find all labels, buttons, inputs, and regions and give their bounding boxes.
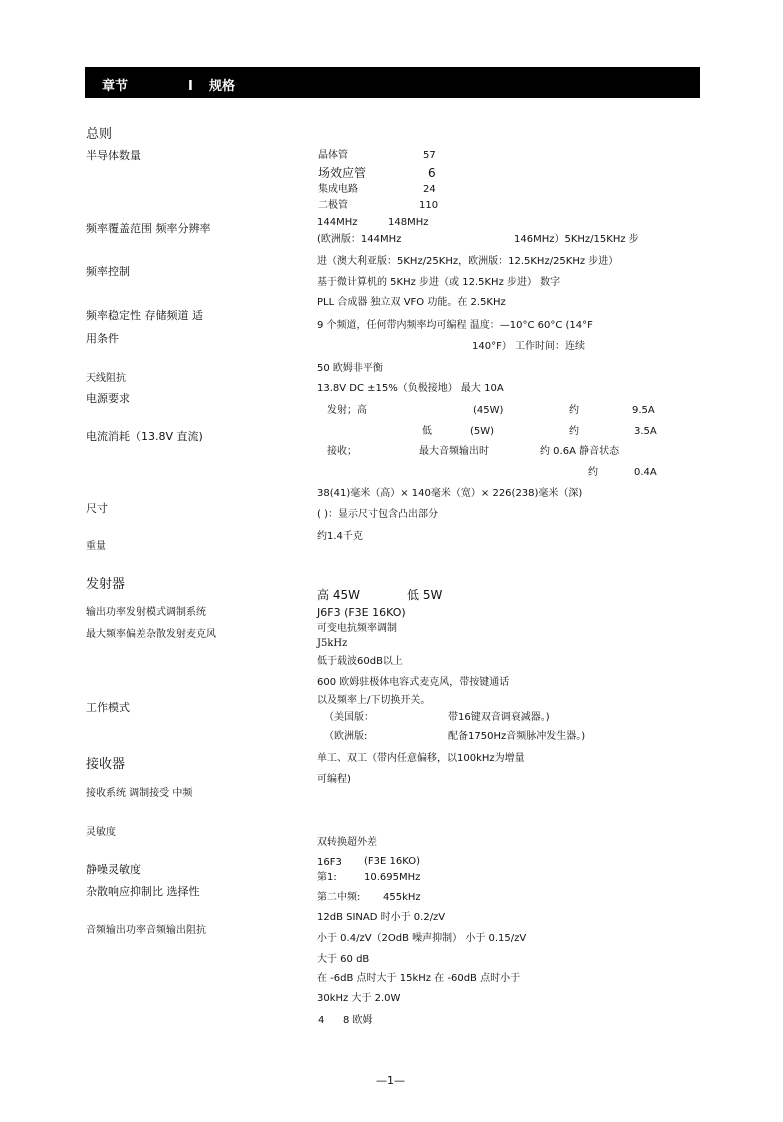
if2-value: 455kHz [383,892,421,903]
label-semiconductors: 半导体数量 [86,149,141,162]
current-approx: 约 [569,426,579,437]
label-use-conditions: 用条件 [86,332,119,345]
label-power-requirement: 电源要求 [86,392,130,405]
semi-name: 晶体管 [318,150,348,161]
label-operating-mode: 工作模式 [86,701,130,714]
spurious-value: 大于 60 dB [317,954,370,965]
op-mode-value: 单工、双工（带内任意偏移，以100kHz为增量 [317,753,525,764]
if2-label: 第二中频: [317,892,361,903]
current-tx-low-watts: (5W) [470,426,495,437]
current-rx-max-amps: 约 0.6A 静音状态 [540,446,620,457]
heading-transmitter: 发射器 [86,577,126,592]
semi-name: 集成电路 [318,184,358,195]
selectivity-audio-value: 30kHz 大于 2.0W [317,993,401,1004]
rx-system-value: 双转换超外差 [317,837,377,848]
freq-eu-low: (欧洲版：144MHz [317,234,402,245]
rx-modulation-b: (F3E 16KO) [364,856,421,867]
current-rx-label: 接收； [327,446,357,457]
channels-temperature: 9 个频道，任何带内频率均可编程 温度：—10°C 60°C (14°F [317,320,593,331]
freq-eu-high-steps: 146MHz）5KHz/15KHz 步 [514,234,639,245]
pll-text: PLL 合成器 独立双 VFO 功能。在 2.5KHz [317,297,506,308]
semi-count: 6 [428,166,436,180]
tx-modulation: 可变电抗频率调制 [317,623,397,634]
semi-count: 110 [419,200,439,211]
mic-description: 600 欧姆驻极体电容式麦克风，带按键通话 [317,677,510,688]
freq-control-text: 基于微计算机的 5KHz 步进（或 12.5KHz 步进） 数字 [317,277,561,288]
if1-value: 10.695MHz [364,872,421,883]
impedance-high: 8 欧姆 [343,1015,373,1026]
label-tx-deviation: 最大频率偏差杂散发射麦克风 [86,629,216,640]
label-antenna-impedance: 天线阻抗 [86,373,126,384]
current-tx-low-amps: 3.5A [634,426,657,437]
freq-range-low: 144MHz [317,217,358,228]
current-tx-high-amps: 9.5A [632,405,655,416]
weight-value: 约1.4千克 [317,531,363,542]
antenna-value: 50 欧姆非平衡 [317,363,383,374]
power-value: 13.8V DC ±15%（负极接地） 最大 10A [317,383,504,394]
current-rx-squelch-amps: 0.4A [634,467,657,478]
label-current-consumption: 电流消耗（13.8V 直流) [86,430,203,443]
chapter-divider: I [188,79,193,94]
page-number: —1— [376,1074,405,1087]
squelch-value: 小于 0.4/zV（2OdB 噪声抑制） 小于 0.15/zV [317,933,527,944]
op-mode-value-cont: 可编程) [317,774,351,785]
current-approx: 约 [569,405,579,416]
label-size: 尺寸 [86,502,108,515]
eu-version-text: 配备1750Hz音频脉冲发生器。) [448,731,586,742]
mic-description-cont: 以及频率上/下切换开关。 [317,695,431,706]
current-tx-low-label: 低 [422,426,432,437]
if1-label: 第1: [317,872,337,883]
sensitivity-value: 12dB SINAD 时小于 0.2/zV [317,912,446,923]
eu-version-label: （欧洲版: [324,731,368,742]
semi-count: 57 [423,150,436,161]
rx-modulation-a: 16F3 [317,857,342,868]
label-squelch-sensitivity: 静噪灵敏度 [86,863,141,876]
semi-name: 场效应管 [318,166,367,180]
label-frequency-control: 频率控制 [86,265,130,278]
semi-count: 24 [423,184,436,195]
chapter-header-bar [85,67,700,98]
freq-steps-versions: 进（澳大利亚版：5KHz/25KHz，欧洲版：12.5KHz/25KHz 步进） [317,256,619,267]
current-tx-label: 发射；高 [327,405,367,416]
label-weight: 重量 [86,541,106,552]
us-version-text: 带16键双音调衰减器。) [448,712,550,723]
tx-power-high: 高 45W [317,588,360,602]
selectivity-value: 在 -6dB 点时大于 15kHz 在 -60dB 点时小于 [317,973,521,984]
label-sensitivity: 灵敏度 [86,827,116,838]
label-spurious-rejection: 杂散响应抑制比 选择性 [86,885,200,898]
label-audio-output: 音频输出功率音频输出阻抗 [86,925,206,936]
tx-spurious: 低于载波60dB以上 [317,656,403,667]
label-rx-system: 接收系统 调制接受 中频 [86,788,193,799]
label-frequency-stability: 频率稳定性 存储频道 适 [86,309,203,322]
section-title: 规格 [209,79,236,94]
tx-max-deviation: J5kHz [317,638,348,649]
current-rx-max-audio: 最大音频输出时 [419,446,489,457]
label-frequency-range: 频率覆盖范围 频率分辨率 [86,222,211,235]
current-approx: 约 [588,467,598,478]
heading-receiver: 接收器 [86,757,126,772]
current-tx-high-watts: (45W) [473,405,504,416]
semi-name: 二极管 [318,200,348,211]
label-tx-output: 输出功率发射模式调制系统 [86,607,206,618]
size-note: ( )：显示尺寸包含凸出部分 [317,509,438,520]
tx-emission-mode: J6F3 (F3E 16KO) [317,606,406,619]
chapter-label: 章节 [102,79,129,94]
heading-general: 总则 [86,127,113,142]
us-version-label: （美国版： [324,712,374,723]
tx-power-low: 低 5W [407,588,443,602]
size-value: 38(41)毫米（高）× 140毫米（宽）× 226(238)毫米（深) [317,488,583,499]
temperature-duty: 140°F） 工作时间：连续 [472,341,586,352]
impedance-low: 4 [318,1015,325,1026]
freq-range-high: 148MHz [388,217,429,228]
